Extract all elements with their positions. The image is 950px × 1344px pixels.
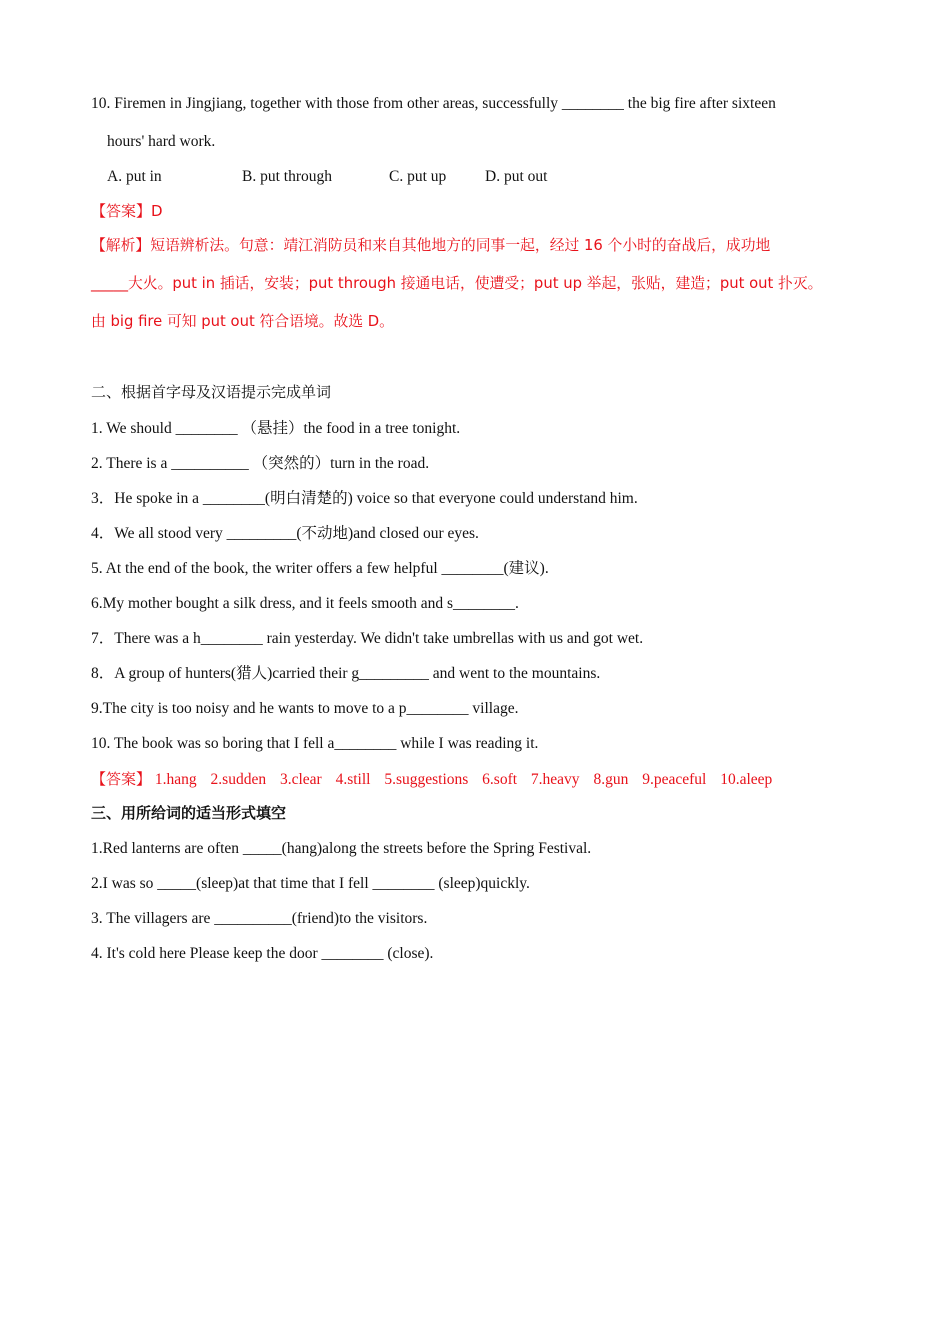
section2-item-7: 7．There was a h________ rain yesterday. We didn't take umbrellas with us and got wet. xyxy=(91,630,644,647)
section2-answer-9: 9.peaceful xyxy=(642,771,707,788)
section2-answer-4: 4.still xyxy=(335,771,371,788)
section3-item-4: 4. It's cold here Please keep the door ________ (close). xyxy=(91,945,434,962)
section2-answer-line xyxy=(91,769,782,790)
q10-analysis-line2: _____大火。put in 插话，安装；put through 接通电话，使遭受；put up 举起，张贴，建造；put out 扑灭。 xyxy=(91,275,823,292)
section2-answer-6: 6.soft xyxy=(482,771,518,788)
section2-heading: 二、根据首字母及汉语提示完成单词 xyxy=(91,383,332,401)
section2-answer-5: 5.suggestions xyxy=(384,771,469,788)
section3-item-2: 2.I was so _____(sleep)at that time that I fell ________ (sleep)quickly. xyxy=(91,875,530,892)
section3-item-1: 1.Red lanterns are often _____(hang)along the streets before the Spring Festival. xyxy=(91,840,592,857)
section2-answer-3: 3.clear xyxy=(279,771,322,788)
section2-answer-2: 2.sudden xyxy=(210,771,267,788)
section2-item-3: 3．He spoke in a ________(明白清楚的) voice so that everyone could understand him. xyxy=(91,490,638,507)
section2-answer-7: 7.heavy xyxy=(530,771,580,788)
section3-heading: 三、用所给词的适当形式填空 xyxy=(91,804,287,822)
section2-item-9: 9.The city is too noisy and he wants to move to a p________ village. xyxy=(91,700,519,717)
section2-item-2: 2. There is a __________ （突然的）turn in the road. xyxy=(91,455,430,472)
q10-option-b: B. put through xyxy=(242,168,332,185)
section2-item-10: 10. The book was so boring that I fell a________ while I was reading it. xyxy=(91,735,539,752)
section2-answer-label: 【答案】 xyxy=(91,770,152,788)
q10-option-c: C. put up xyxy=(389,168,447,185)
section2-answer-10: 10.aleep xyxy=(720,771,773,788)
section2-answer-8: 8.gun xyxy=(593,771,629,788)
q10-option-d: D. put out xyxy=(485,168,548,185)
q10-answer: 【答案】D xyxy=(91,202,163,220)
q10-stem-line2: hours' hard work. xyxy=(107,133,216,150)
q10-analysis-line1: 【解析】短语辨析法。句意：靖江消防员和来自其他地方的同事一起，经过 16 个小时的奋战后，成功地 xyxy=(91,237,771,254)
section2-item-4: 4．We all stood very _________(不动地)and closed our eyes. xyxy=(91,525,479,542)
q10-stem-line1: 10. Firemen in Jingjiang, together with those from other areas, successfully ________ the big fire after sixteen xyxy=(91,95,776,112)
section2-answer-1: 1.hang xyxy=(154,771,197,788)
section2-item-1: 1. We should ________ （悬挂）the food in a tree tonight. xyxy=(91,420,461,437)
q10-option-a: A. put in xyxy=(107,168,162,185)
section2-item-6: 6.My mother bought a silk dress, and it feels smooth and s________. xyxy=(91,595,519,612)
section3-item-3: 3. The villagers are __________(friend)to the visitors. xyxy=(91,910,428,927)
q10-analysis-line3: 由 big fire 可知 put out 符合语境。故选 D。 xyxy=(91,313,394,330)
section2-item-5: 5. At the end of the book, the writer offers a few helpful ________(建议). xyxy=(91,560,549,577)
section2-item-8: 8．A group of hunters(猎人)carried their g_________ and went to the mountains. xyxy=(91,665,601,682)
